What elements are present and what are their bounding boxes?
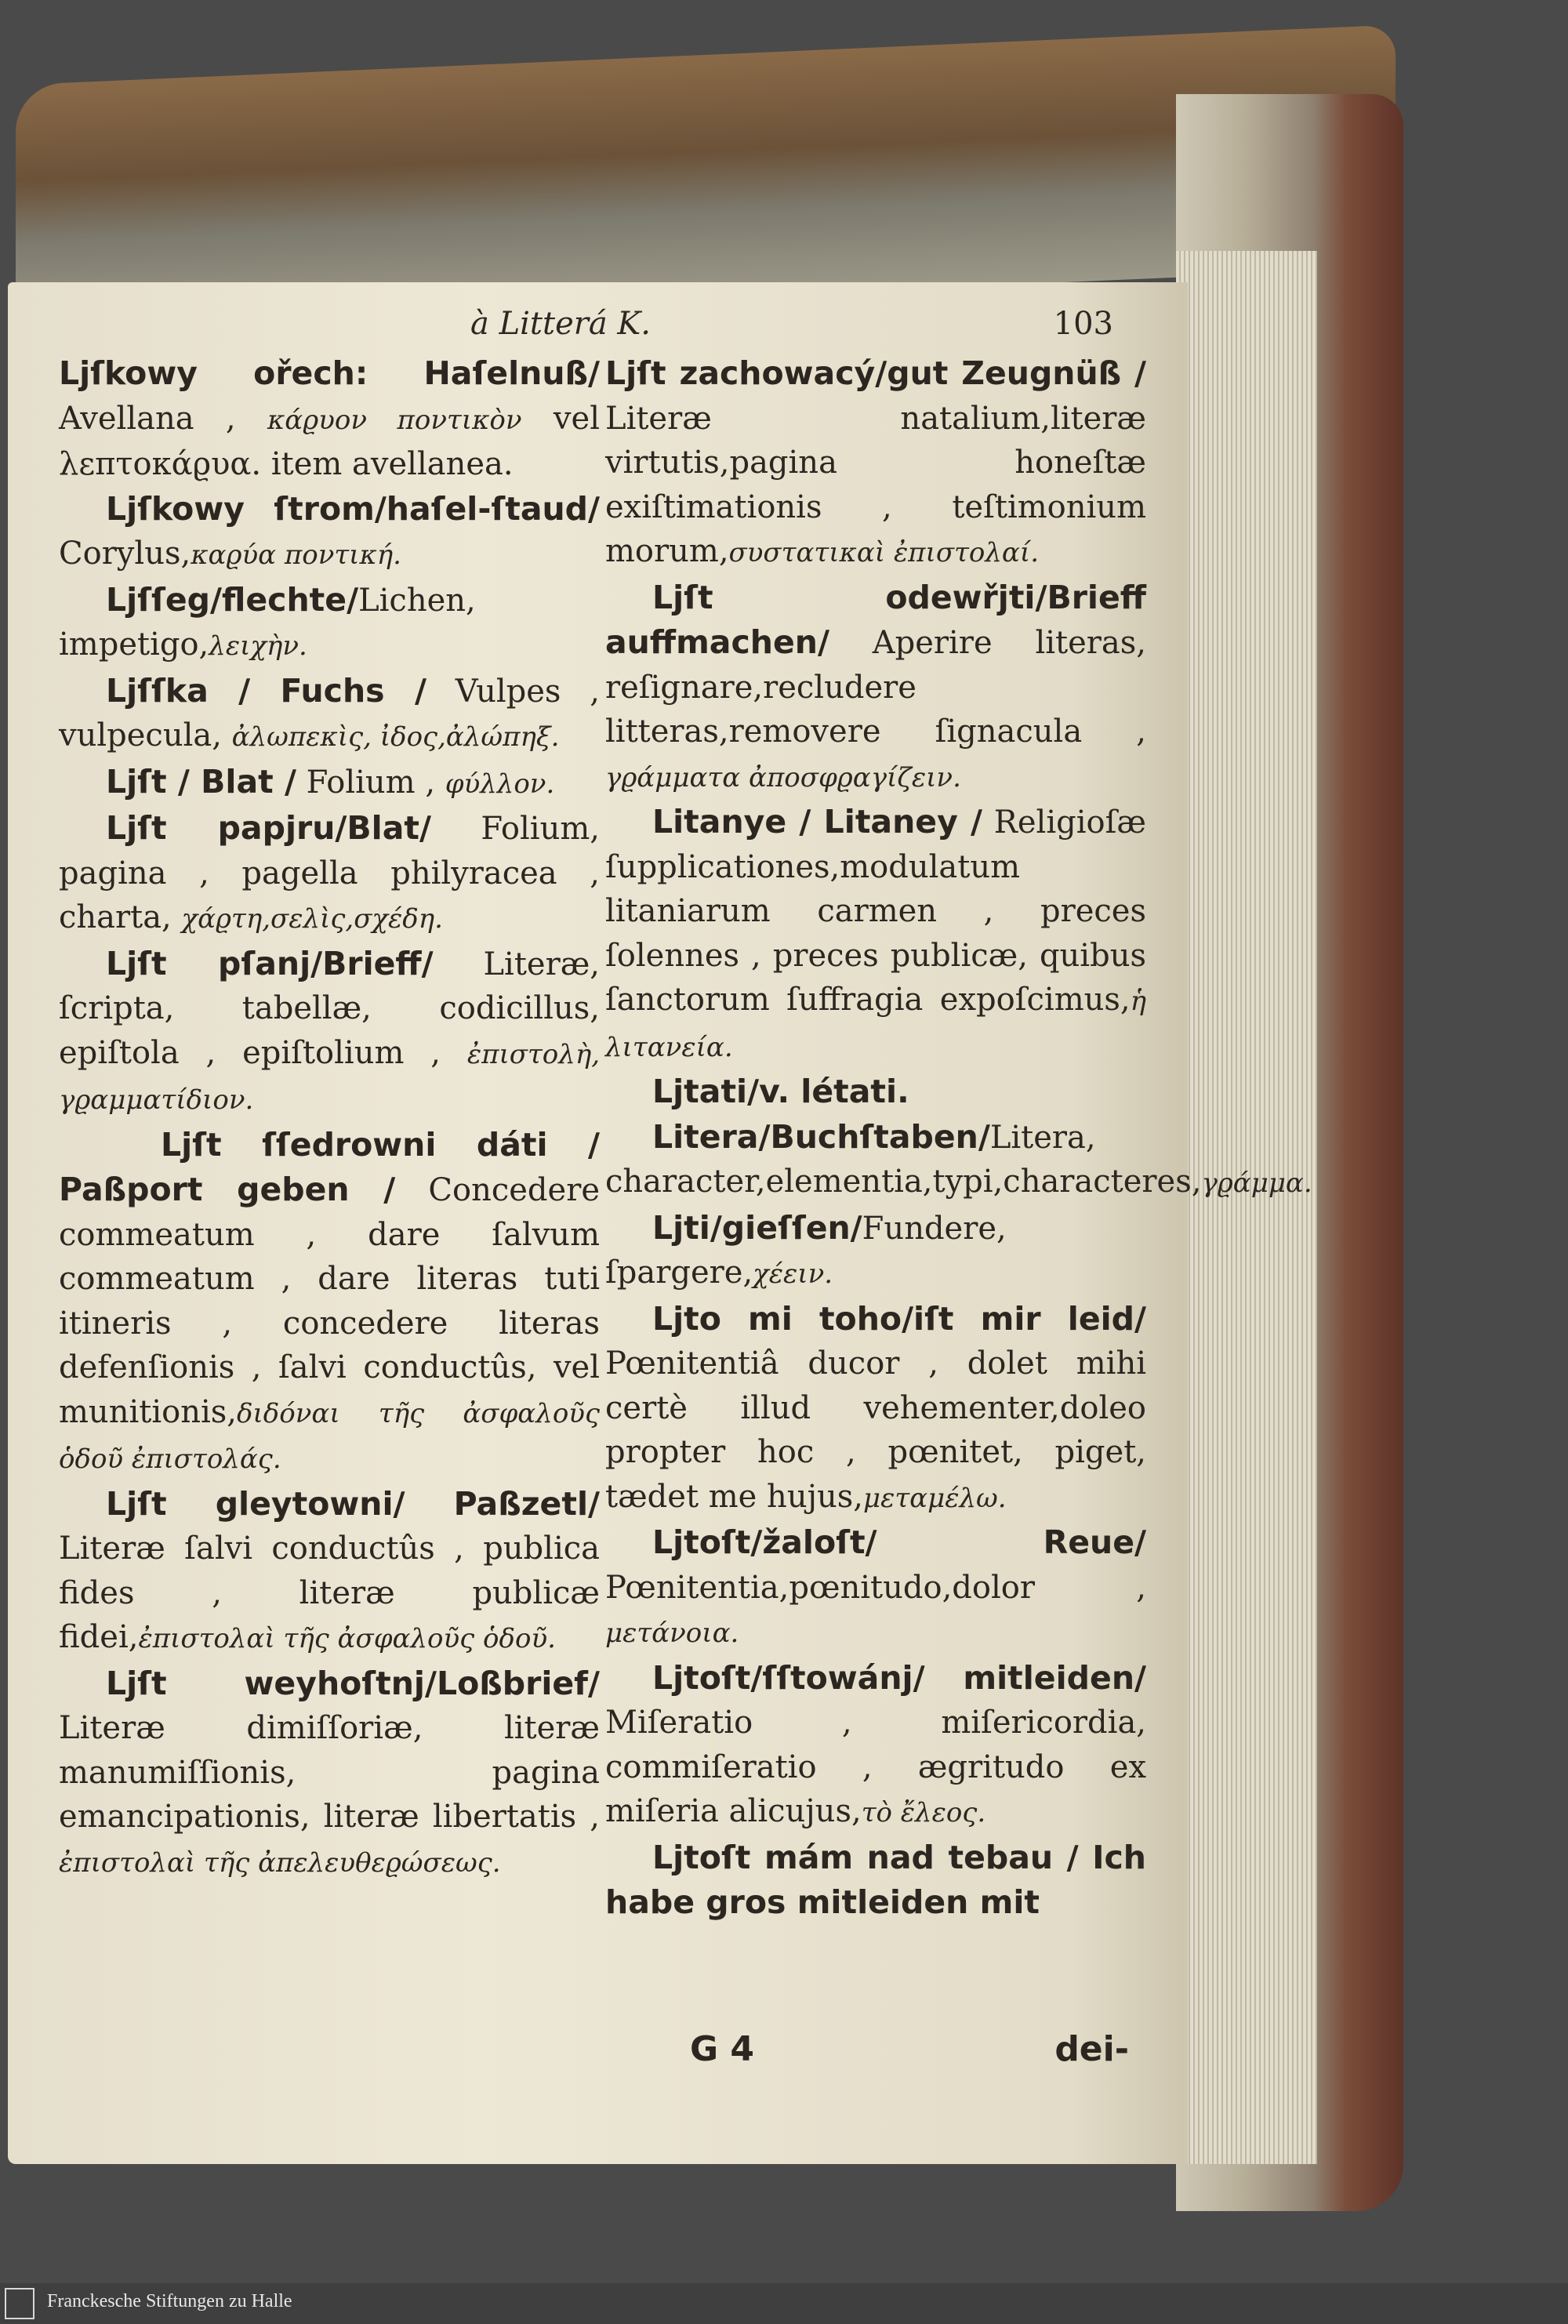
definition-text: Corylus, [59,536,191,572]
headword: Ljſt papjru/Blat/ [106,809,431,847]
right-column [605,351,1312,1926]
headword: Ljſt pſanj/Brieff/ [106,944,434,982]
headword: Ljto mi toho/iſt mir leid/ [652,1299,1146,1338]
dictionary-entry [605,1836,1146,1926]
dictionary-entry [605,1656,1146,1836]
dictionary-entry [59,1482,600,1661]
dictionary-entry [59,351,600,487]
definition-text: Religioſæ ſupplicationes,modulatum litaniarum carmen , preces ſolennes , preces publicæ, quibus ſanctorum ſuffragia expoſcimus, [605,804,1146,1018]
dictionary-entry [605,351,1146,576]
headword: Ljſt / Blat / [106,762,296,801]
greek-equivalent: γϱάμμα. [1201,1167,1312,1199]
dictionary-entry [605,1297,1146,1521]
greek-equivalent: ἐπιστολὴ, γϱαμματίδιον. [59,1038,600,1116]
page-edges [1176,251,1317,2164]
running-header [470,306,1113,353]
credit-bar [0,2283,1568,2324]
headword: Litanye / Litaney / [652,803,983,841]
definition-text: Miſeratio , miſericordia, commiſeratio , ægritudo ex miſeria alicujus, [605,1705,1146,1829]
greek-equivalent: χέειν. [753,1258,833,1290]
definition-text: Literæ dimiſſoriæ, literæ manumiſſionis, pagina emancipationis, literæ libertatis , [59,1710,600,1835]
page-number: 103 [1053,306,1113,342]
dictionary-entry [59,487,600,578]
greek-equivalent: φύλλον. [445,768,555,800]
dictionary-entry [605,576,1146,801]
headword: Ljſſka / Fuchs / [106,671,426,710]
dictionary-entry [605,1206,1146,1297]
headword: Ljſkowy ořech: Haſelnuß/ [59,354,600,392]
headword: Ljtati/v. létati. [652,1073,909,1110]
dictionary-entry [59,760,600,807]
catchword: dei- [1054,2029,1129,2069]
signature-mark: G 4 [690,2029,755,2069]
definition-text: Lichen, impetigo, [59,582,476,663]
headword: Ljſſeg/flechte/ [106,580,359,619]
headword: Ljtoſt mám nad tebau / Ich habe gros mitleiden mit [605,1838,1146,1921]
greek-equivalent: κάϱυον ποντικὸν [267,404,522,436]
definition-text: Literæ natalium,literæ virtutis,pagina honeſtæ exiſtimationis , teſtimonium morum, [605,400,1146,569]
greek-equivalent: γϱάμματα ἀποσφϱαγίζειν. [605,761,961,793]
dictionary-entry [59,669,600,760]
page-footer [690,2029,1129,2076]
running-title: à Litterá K. [470,306,652,342]
definition-text: Concedere commeatum , dare ſalvum commeatum , dare literas tuti itineris , concedere literas defenſionis , ſalvi conductûs, vel munitionis, [59,1172,600,1430]
definition-text: Fundere, ſpargere, [605,1210,1007,1291]
headword: Ljſkowy ſtrom/haſel-ſtaud/ [106,489,600,528]
headword: Ljſt gleytowni/ Paßzetl/ [106,1484,600,1523]
headword: Ljſt ſſedrowni dáti / Paßport geben / [59,1125,600,1208]
headword: Ljti/gieſſen/ [652,1208,862,1247]
dictionary-entry [605,1520,1146,1656]
left-column [59,351,600,1885]
headword: Ljſt odewřjti/Brieff auffmachen/ [605,578,1146,661]
dictionary-entry [59,1661,600,1886]
greek-equivalent: τὸ ἔλεος. [861,1797,986,1828]
dictionary-entry [59,1123,600,1482]
greek-equivalent: ἐπιστολαὶ τῆς ἀσφαλοῦς ὁδοῦ. [138,1623,556,1654]
definition-text: Aperire literas, reſignare,recludere litteras,removere ſignacula , [605,625,1146,750]
definition-text: Literæ, ſcripta, tabellæ, codicillus, epiſtola , epiſtolium , [59,946,601,1071]
greek-equivalent: ἐπιστολαὶ τῆς ἀπελευθεϱώσεως. [59,1846,501,1879]
institution-credit: Franckesche Stiftungen zu Halle [47,2291,292,2311]
greek-equivalent: μεταμέλω. [862,1482,1007,1514]
definition-text: Pœnitentia,pœnitudo,dolor , [605,1569,1146,1606]
institution-logo-icon [5,2288,34,2319]
dictionary-entry [59,578,600,669]
greek-equivalent: συστατικαὶ ἐπιστολαί. [728,537,1039,568]
headword: Ljſt zachowacý/gut Zeugnüß / [605,354,1146,392]
greek-equivalent: ἡ λιτανεία. [605,986,1146,1063]
greek-equivalent: καϱύα ποντική. [191,539,401,571]
greek-equivalent: χάϱτη,σελὶς,σχέδη. [181,903,443,935]
dictionary-entry [59,942,600,1123]
headword: Ljſt weyhoſtnj/Loßbrief/ [106,1664,600,1702]
definition-text: Litera, character,elementia,typi,characteres, [605,1119,1202,1200]
definition-text: Vulpes , vulpecula, [59,673,600,753]
greek-equivalent: μετάνοια. [605,1618,739,1649]
headword: Ljtoſt/žaloſt/ Reue/ [652,1523,1146,1561]
dictionary-entry [605,1069,1146,1115]
dictionary-entry [605,1115,1312,1206]
definition-tail: vel λεπτοκάϱυα. item avellanea. [59,400,600,482]
definition-text: Literæ ſalvi conductûs , publica fides , literæ publicæ fidei, [59,1531,600,1655]
greek-equivalent: λειχὴν. [209,630,307,662]
greek-equivalent: διδόναι τῆς ἀσφαλοῦς ὁδοῦ ἐπιστολάς. [59,1397,600,1475]
definition-text: Folium, pagina , pagella philyracea , charta, [59,811,600,935]
dictionary-entry [59,806,600,942]
definition-text: Folium , [296,764,445,801]
definition-text: Avellana , [59,400,268,437]
definition-text: Pœnitentiâ ducor , dolet mihi certè illud vehementer,doleo propter hoc , pœnitet, piget, tædet me hujus, [605,1345,1146,1515]
headword: Ljtoſt/ſſtowánj/ mitleiden/ [652,1658,1146,1697]
dictionary-entry [605,800,1146,1069]
greek-equivalent: ἀλωπεκὶς, ἰδος,ἀλώπηξ. [231,721,560,753]
headword: Litera/Buchſtaben/ [652,1117,990,1156]
